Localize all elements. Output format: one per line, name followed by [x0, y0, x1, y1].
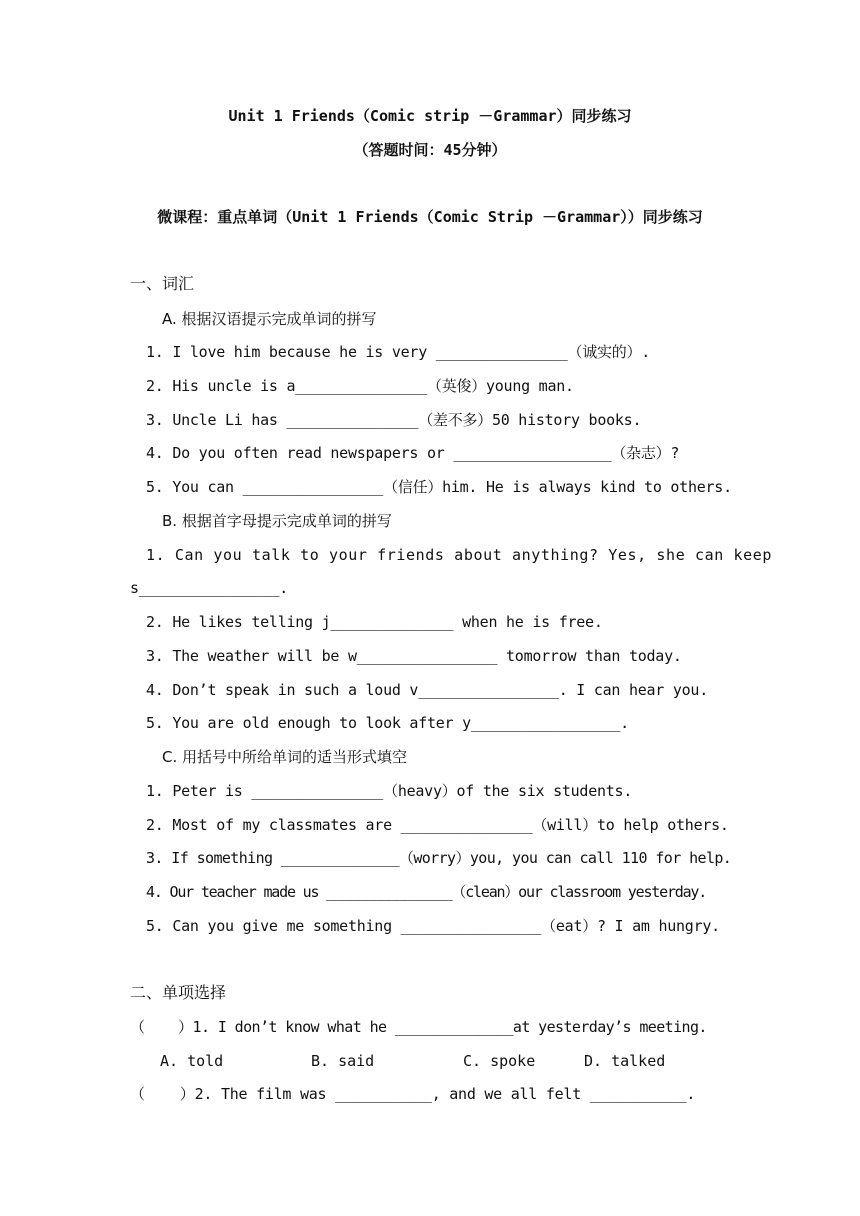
- part-c-title: C. 用括号中所给单词的适当形式填空: [162, 748, 408, 766]
- question-item: 5. You can ________________（信任）him. He is always kind to others.: [146, 478, 732, 496]
- question-item: 4. Our teacher made us ________________（clean）our classroom yesterday.: [146, 883, 707, 901]
- question-item: 1. Can you talk to your friends about anything? Yes, she can keep: [146, 546, 772, 564]
- part-a-title: A. 根据汉语提示完成单词的拼写: [162, 310, 377, 328]
- question-item: 4. Don’t speak in such a loud v________________. I can hear you.: [146, 681, 708, 699]
- question-item: 2. Most of my classmates are _______________（will）to help others.: [146, 816, 729, 834]
- mcq-question-stem: （ ）1. I don’t know what he ______________at yesterday’s meeting.: [130, 1018, 707, 1036]
- question-item: 1. Peter is _______________（heavy）of the six students.: [146, 782, 633, 800]
- question-item: 1. I love him because he is very _______________（诚实的）.: [146, 343, 651, 361]
- time-note: （答题时间：45分钟）: [353, 141, 507, 159]
- micro-course-title: 微课程：重点单词（Unit 1 Friends（Comic Strip －Grammar））同步练习: [157, 208, 703, 226]
- section-heading-vocab: 一、词汇: [130, 274, 195, 293]
- question-item: 3. Uncle Li has _______________（差不多）50 history books.: [146, 411, 642, 429]
- question-item: 3. If something ______________（worry）you, you can call 110 for help.: [146, 849, 732, 867]
- mcq-question-stem: （ ）2. The film was ___________, and we all felt ___________.: [130, 1085, 696, 1103]
- part-b-title: B. 根据首字母提示完成单词的拼写: [162, 512, 392, 530]
- mcq-option-c: C. spoke: [463, 1052, 536, 1070]
- mcq-option-b: B. said: [311, 1052, 375, 1070]
- question-item: 4. Do you often read newspapers or __________________（杂志）?: [146, 444, 680, 462]
- section-heading-mcq: 二、单项选择: [130, 983, 227, 1002]
- question-item: s________________.: [130, 579, 289, 597]
- mcq-option-d: D. talked: [584, 1052, 666, 1070]
- question-item: 3. The weather will be w________________ tomorrow than today.: [146, 647, 682, 665]
- mcq-option-a: A. told: [160, 1052, 224, 1070]
- question-item: 2. He likes telling j______________ when he is free.: [146, 613, 603, 631]
- question-item: 2. His uncle is a_______________（英俊）young man.: [146, 377, 574, 395]
- page-title: Unit 1 Friends（Comic strip －Grammar）同步练习: [228, 107, 632, 125]
- question-item: 5. You are old enough to look after y_________________.: [146, 714, 629, 732]
- question-item: 5. Can you give me something ________________（eat）? I am hungry.: [146, 917, 720, 935]
